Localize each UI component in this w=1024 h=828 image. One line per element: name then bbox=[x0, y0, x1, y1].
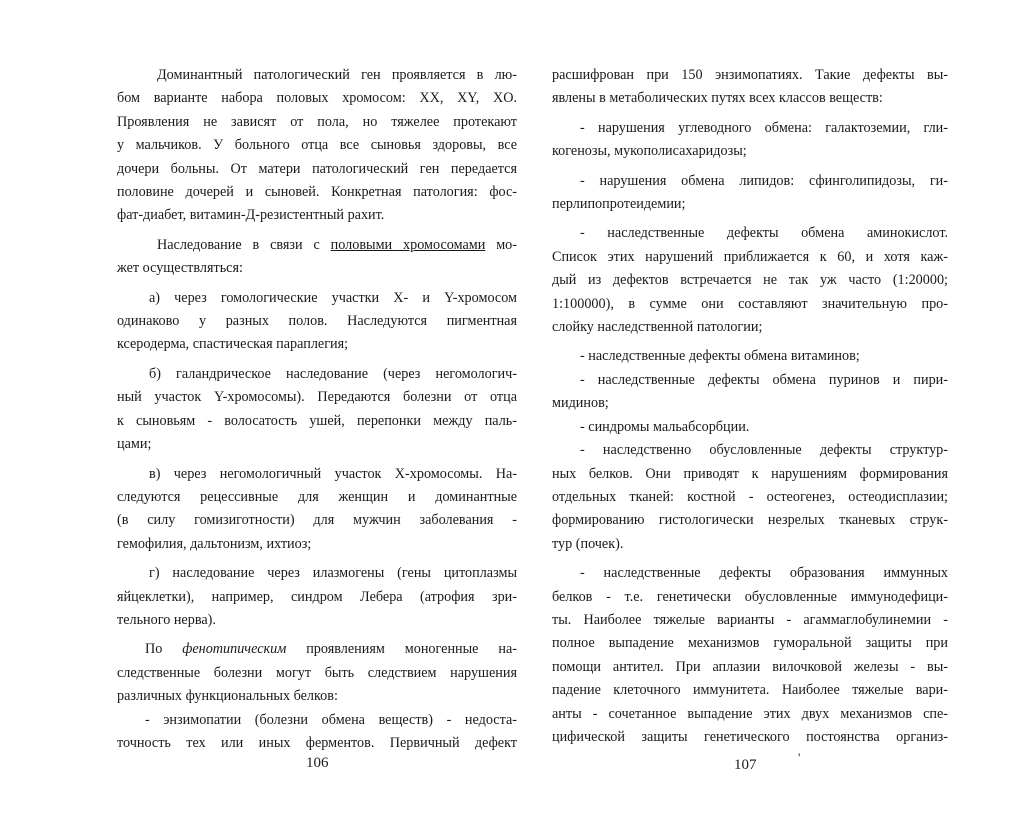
text-line: расшифрован при 150 энзимопатиях. Такие дефекты вы- bbox=[552, 67, 948, 83]
text-line: следуются рецессивные для женщин и доминантные bbox=[117, 488, 517, 505]
text-line: ты. Наиболее тяжелые варианты - агаммаглобулинемии - bbox=[552, 611, 948, 628]
text-line: явлены в метаболических путях всех классов веществ: bbox=[552, 90, 883, 107]
stray-mark: ' bbox=[798, 750, 801, 765]
text-line: полное выпадение механизмов гуморальной защиты при bbox=[552, 635, 948, 652]
text-line: б) галандрическое наследование (через негомологич- bbox=[149, 365, 517, 382]
text-line: 1:100000), в сумме они составляют значительную про- bbox=[552, 295, 948, 312]
paragraph-carbohydrate bbox=[552, 117, 948, 164]
text-line: одинаково у разных полов. Наследуются пигментная bbox=[117, 313, 517, 330]
paragraph-dominant-gene bbox=[117, 64, 517, 228]
text-line: жет осуществляться: bbox=[117, 260, 243, 277]
paragraph-deciphered bbox=[552, 64, 948, 111]
text-line: (в силу гомизиготности) для мужчин заболевания - bbox=[117, 512, 517, 529]
text-line: дочери больны. От матери патологический ген передается bbox=[117, 160, 517, 177]
italic-term: фенотипическим bbox=[182, 641, 287, 658]
text-line: следственные болезни могут быть следствием нарушения bbox=[117, 664, 517, 681]
text-line: - наследственные дефекты образования иммунных bbox=[580, 565, 948, 582]
paragraph-enzymopathies bbox=[117, 709, 517, 756]
text-line: - нарушения обмена липидов: сфинголипидозы, ги- bbox=[580, 172, 948, 189]
right-page bbox=[552, 64, 948, 749]
paragraph-item-g bbox=[117, 562, 517, 632]
paragraph-item-a bbox=[117, 287, 517, 357]
page-number-right: 107 bbox=[734, 757, 757, 773]
page-number-left: 106 bbox=[306, 755, 329, 771]
text-line: формированию гистологически незрелых тканевых струк- bbox=[552, 512, 948, 529]
text-line: в) через негомологичный участок X-хромосомы. На- bbox=[149, 465, 517, 482]
paragraph-vitamins bbox=[552, 345, 948, 368]
text-run: мо- bbox=[485, 236, 517, 253]
text-line: ксеродерма, спастическая параплегия; bbox=[117, 336, 349, 353]
text-line: ный участок Y-хромосомы). Передаются болезни от отца bbox=[117, 389, 517, 406]
text-line: белков - т.е. генетически обусловленные иммунодефици- bbox=[552, 588, 948, 605]
text-line: - наследственные дефекты обмена аминокислот. bbox=[580, 225, 948, 242]
text-line: ных белков. Они приводят к нарушениям формирования bbox=[552, 465, 948, 482]
text-line: цифической защиты генетического постоянства организ- bbox=[552, 728, 948, 745]
paragraph-item-b bbox=[117, 363, 517, 457]
text-line: - наследственные дефекты обмена витаминов; bbox=[580, 348, 860, 365]
text-line: к сыновьям - волосатость ушей, перепонки между паль- bbox=[117, 412, 517, 429]
text-line: точность тех или иных ферментов. Первичный дефект bbox=[117, 734, 517, 751]
paragraph-item-v bbox=[117, 463, 517, 557]
text-line: фат-диабет, витамин-Д-резистентный рахит. bbox=[117, 207, 385, 224]
text-line bbox=[117, 638, 517, 661]
underlined-term: половыми хромосомами bbox=[330, 236, 486, 253]
text-line: у мальчиков. У больного отца все сыновья здоровы, все bbox=[117, 137, 517, 154]
text-line: гемофилия, дальтонизм, ихтиоз; bbox=[117, 535, 312, 552]
text-line: половине дочерей и сыновей. Конкретная патология: фос- bbox=[117, 184, 517, 201]
text-line: яйцеклетки), например, синдром Лебера (атрофия зри- bbox=[117, 588, 517, 605]
text-line: - нарушения углеводного обмена: галактоземии, гли- bbox=[580, 119, 948, 136]
paragraph-purines bbox=[552, 369, 948, 416]
text-line: различных функциональных белков: bbox=[117, 688, 338, 705]
paragraph-structural-proteins bbox=[552, 439, 948, 556]
text-line: перлипопротеидемии; bbox=[552, 196, 686, 213]
text-line: падение клеточного иммунитета. Наиболее тяжелые вари- bbox=[552, 682, 948, 699]
paragraph-malabsorption bbox=[552, 416, 948, 439]
text-run: По bbox=[145, 641, 183, 658]
paragraph-amino-acids bbox=[552, 222, 948, 339]
text-line: цами; bbox=[117, 436, 152, 453]
text-line: мидинов; bbox=[552, 395, 609, 412]
text-line: анты - сочетанное выпадение этих двух механизмов спе- bbox=[552, 705, 948, 722]
paragraph-lipid bbox=[552, 170, 948, 217]
paragraph-immune-proteins bbox=[552, 562, 948, 749]
text-line: бом варианте набора половых хромосом: XX, XY, XO. bbox=[117, 90, 517, 107]
text-line bbox=[117, 234, 517, 257]
text-line: - энзимопатии (болезни обмена веществ) - недоста- bbox=[145, 711, 517, 728]
paragraph-phenotypic bbox=[117, 638, 517, 708]
text-line: тельного нерва). bbox=[117, 611, 216, 628]
text-line: а) через гомологические участки X- и Y-хромосом bbox=[149, 289, 517, 306]
text-line: Список этих нарушений приближается к 60, и хотя каж- bbox=[552, 248, 948, 265]
text-line: Проявления не зависят от пола, но тяжелее протекают bbox=[117, 113, 517, 130]
text-line: г) наследование через илазмогены (гены цитоплазмы bbox=[149, 565, 517, 582]
text-line: когенозы, мукополисахаридозы; bbox=[552, 143, 747, 160]
text-line: слойку наследственной патологии; bbox=[552, 319, 763, 336]
paragraph-sex-linked bbox=[117, 234, 517, 281]
text-line: - наследственные дефекты обмена пуринов и пири- bbox=[580, 371, 948, 388]
text-line: Доминантный патологический ген проявляется в лю- bbox=[157, 67, 517, 83]
text-line: - наследственно обусловленные дефекты структур- bbox=[580, 442, 948, 459]
text-line: тур (почек). bbox=[552, 535, 624, 552]
text-run: Наследование в связи с bbox=[157, 236, 331, 253]
text-line: помощи антител. При аплазии вилочковой железы - вы- bbox=[552, 658, 948, 675]
left-page bbox=[117, 64, 517, 755]
text-line: отдельных тканей: костной - остеогенез, остеодисплазии; bbox=[552, 488, 948, 505]
text-line: дый из дефектов встречается не так уж часто (1:20000; bbox=[552, 272, 948, 289]
text-line: - синдромы мальабсорбции. bbox=[580, 418, 750, 435]
text-run: проявлениям моногенные на- bbox=[286, 641, 517, 658]
